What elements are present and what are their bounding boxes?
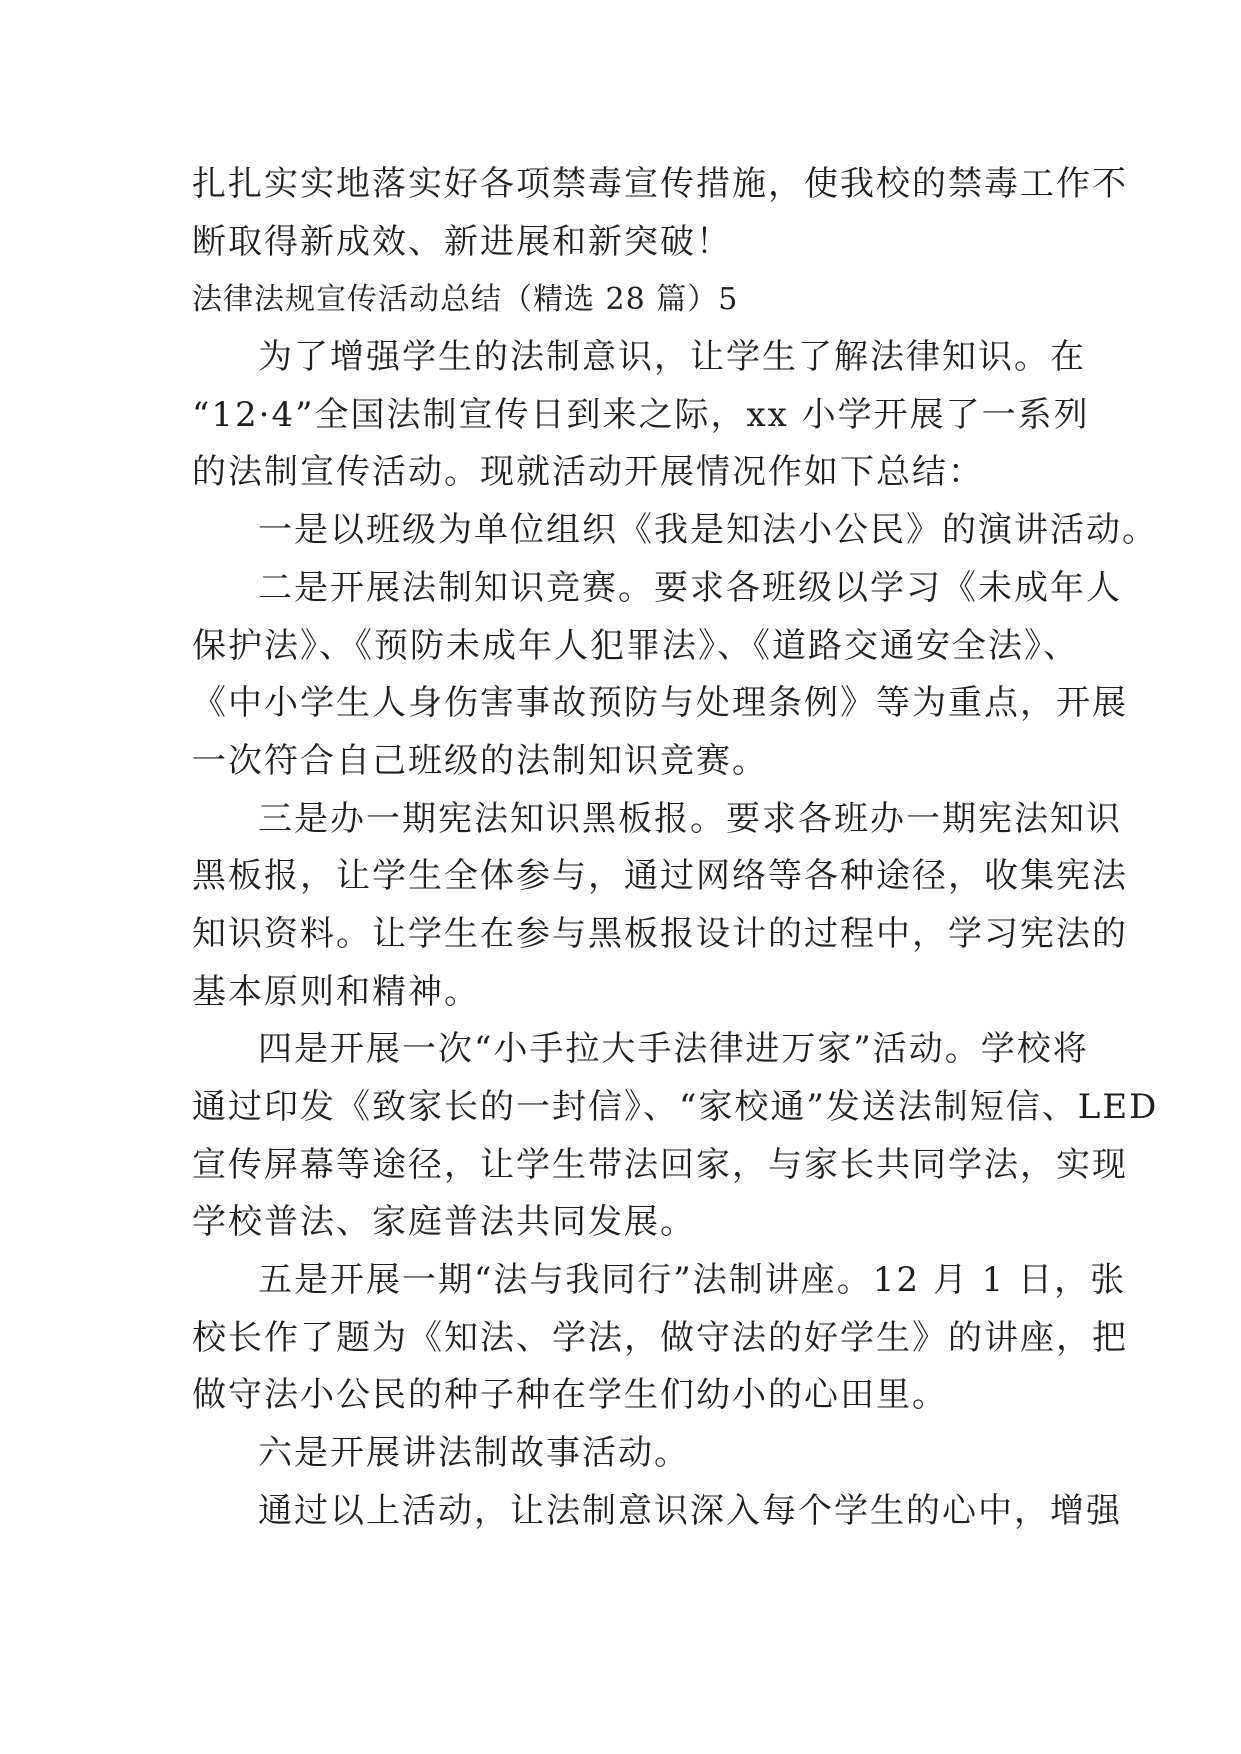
text-line: 保护法》、《预防未成年人犯罪法》、《道路交通安全法》、 [192,625,1079,666]
text-line: 扎扎实实地落实好各项禁毒宣传措施，使我校的禁毒工作不 [192,164,1128,204]
text-line: 做守法小公民的种子种在学生们幼小的心田里。 [192,1375,948,1416]
text-line: 知识资料。让学生在参与黑板报设计的过程中，学习宪法的 [192,913,1128,954]
text-line: 基本原则和精神。 [192,971,480,1012]
text-line: 黑板报，让学生全体参与，通过网络等各种途径，收集宪法 [192,856,1128,897]
paragraph-first-line: 五是开展一期“法与我同行”法制讲座。12 月 1 日，张 [258,1260,1127,1301]
text-line: 的法制宣传活动。现就活动开展情况作如下总结： [192,452,984,493]
text-line: 《中小学生人身伤害事故预防与处理条例》等为重点，开展 [192,683,1128,724]
document-body [192,156,1159,1541]
paragraph-first-line: 三是办一期宪法知识黑板报。要求各班办一期宪法知识 [258,798,1122,839]
paragraph-first-line: 六是开展讲法制故事活动。 [258,1433,690,1474]
paragraph-first-line: 通过以上活动，让法制意识深入每个学生的心中，增强 [258,1490,1122,1531]
paragraph-first-line: 二是开展法制知识竞赛。要求各班级以学习《未成年人 [258,567,1122,608]
text-line: 一次符合自己班级的法制知识竞赛。 [192,740,768,781]
text-line: 宣传屏幕等途径，让学生带法回家，与家长共同学法，实现 [192,1144,1128,1185]
section-heading: 法律法规宣传活动总结（精选 28 篇）5 [192,282,739,318]
text-line: 学校普法、家庭普法共同发展。 [192,1202,696,1243]
text-line: “12·4”全国法制宣传日到来之际，xx 小学开展了一系列 [192,394,1090,435]
text-line: 校长作了题为《知法、学法，做守法的好学生》的讲座，把 [192,1317,1128,1358]
paragraph-first-line: 为了增强学生的法制意识，让学生了解法律知识。在 [258,337,1086,378]
paragraph-first-line: 四是开展一次“小手拉大手法律进万家”活动。学校将 [258,1029,1089,1070]
text-line: 通过印发《致家长的一封信》、“家校通”发送法制短信、LED [192,1087,1159,1127]
paragraph-first-line: 一是以班级为单位组织《我是知法小公民》的演讲活动。 [258,510,1158,551]
text-line: 断取得新成效、新进展和新突破！ [192,221,732,262]
